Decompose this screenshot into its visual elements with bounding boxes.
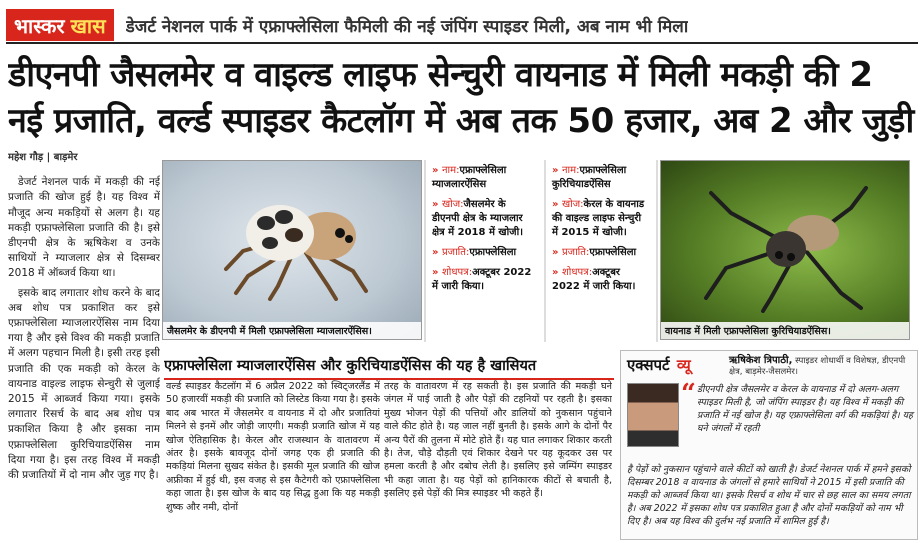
jumping-spider-illustration — [701, 173, 871, 313]
byline: महेश गौड़ | बाड़मेर — [8, 152, 78, 163]
info1-discovery-row — [432, 198, 534, 240]
bullet-icon: » — [432, 267, 442, 278]
headline-line-2: नई प्रजाति, वर्ल्ड स्पाइडर कैटलॉग में अब तक 50 हजार, अब 2 और जुड़ी — [8, 101, 914, 141]
photo1-caption: जैसलमेर के डीएनपी में मिली एफ्राफ्लेसिला म्याजलारऐंसिस। — [163, 322, 421, 339]
info-value: अक्टूबर 2022 में जारी किया। — [552, 267, 636, 292]
bullet-icon: » — [432, 165, 442, 176]
headline-line-1: डीएनपी जैसलमेर व वाइल्ड लाइफ सेन्चुरी वायनाड में मिली मकड़ी की 2 — [8, 55, 873, 95]
info-key: खोज: — [561, 199, 584, 210]
expert-view-title — [627, 355, 691, 375]
info2-genus-row — [552, 246, 650, 260]
info-key: प्रजाति: — [561, 247, 590, 258]
info-value: एफ्राफ्लेसिला — [469, 247, 517, 258]
bullet-icon: » — [552, 199, 562, 210]
info-key: शोधपत्र: — [441, 267, 473, 278]
info-value: केरल के वायनाड की वाइल्ड लाइफ सेन्चुरी में 2015 में खोजी। — [552, 199, 645, 238]
expert-view-box — [620, 350, 918, 540]
spider-photo-wayanad — [660, 160, 910, 340]
bullet-icon: » — [552, 267, 562, 278]
quote-icon: “ — [681, 379, 696, 409]
bullet-icon: » — [552, 247, 562, 258]
info2-name-row — [552, 164, 650, 192]
info2-discovery-row — [552, 198, 650, 240]
bullet-icon: » — [552, 165, 562, 176]
section-column-2: तरह के वातावरण में रह सकती है। इस प्रजाति की मकड़ी घने जंगल में पाई जाती है और पेड़ों की टहनियों पर रहती है। इसका मुख्य भोजन पेड़ों की पत्तियों और डालियों को नुकसान पहुंचाने वाले कीट होते है। यह जाल नहीं बुनती है। इसके आगे के दोनों पैर अन्य पैरों की तुलना में मोटे होते हैं। यह घात लगाकर शिकार करती है। तेज, चौड़े दौड़ती एवं शिकार देखने पर यह कूदकर उस पर हमला करती है और दबोच लेती है। इसलिए इसे जम्पिंग स्पाइडर भी कहा जाता है। यह पेड़ों को हानिकारक कीटों से बचाती है, इसलिए इसे पेड़ों की मित्र स्पाइडर भी कहते हैं। — [384, 381, 612, 500]
info-value: एफ्राफ्लेसिला — [589, 247, 637, 258]
kicker-text: डेजर्ट नेशनल पार्क में एफ्राफ्लेसिला फैमिली की नई जंपिंग स्पाइडर मिली, अब नाम भी मिला — [125, 16, 689, 37]
photo2-caption: वायनाड में मिली एफ्राफ्लेसिला कुरिचियाडऐंसिस। — [661, 322, 909, 339]
info-key: प्रजाति: — [441, 247, 470, 258]
left-paragraph-1: डेजर्ट नेशनल पार्क में मकड़ी की नई प्रजाति की खोज हुई है। यह विश्व में मौजूद अन्य मकड़ियों से अलग है। यह मकड़ी एफ्राफ्लेसिला प्रजाति की है। इसे डीएनपी क्षेत्र के ऋषिकेश व उनके साथियों ने म्याजलार क्षेत्र से दिसम्बर 2018 में ऑब्जर्व किया था। — [8, 176, 160, 280]
section-column-1: वर्ल्ड स्पाइडर कैटलॉग में 6 अप्रैल 2022 को स्विट्जरलैंड में 50 हजारवीं मकड़ी की प्रजाति को लिस्टेड किया गया है। इसके बाद अब भारत में जैसलमेर व वायनाड में दो और प्रजातियां मिलने से इनमें और जोड़ी जाएगी। मकड़ी प्रजाति खोज में यह खोज ऐतिहासिक है। केरल और राजस्थान के वातावरण में अंतर है। इसके बावजूद दोनों जगह एक ही प्रजाति की मकड़ियां मिलना सुखद संकेत है। इसकी मूल प्रजाति की खोज अफ्रीका में हुई थी, इस वजह से इस कैटेगरी को एफ्राफ्लेसिला कहा जाता है। इस खोज के बाद यह सिद्ध हुआ कि यह मकड़ी शुष्क और नमी, दोनों — [166, 381, 380, 513]
avatar — [627, 383, 679, 447]
info1-name-row — [432, 164, 534, 192]
left-column — [8, 150, 160, 540]
info-value: एफ्राफ्लेसिला कुरिचियाडऐंसिस — [552, 165, 627, 190]
expert-quote-part-1: डीएनपी क्षेत्र जैसलमेर व केरल के वायनाड में दो अलग-अलग स्पाइडर मिली है, जो जंपिंग स्पाइडर है। यह विश्व में मकड़ी की प्रजाति में नई खोज है। यह एफ्राफ्लेसिला वर्ग की मकड़ियां है। यह घने जंगलों में रहती — [697, 384, 913, 434]
info-key: नाम: — [441, 165, 460, 176]
expert-quote-part-2: है पेड़ों को नुकसान पहुंचाने वाले कीटों को खाती है। डेजर्ट नेशनल पार्क में हमने इसको दिसम्बर 2018 व वायनाड के जंगलों से हमारे साथियों ने 2015 में इसी प्रजाति की मकड़ी को आब्जर्व किया था। इसके रिसर्च व शोध में चार से छह साल का समय लगता है। अब 2022 में इसका शोध पत्र प्रकाशित हुआ है और दोनों मकड़ियों को नाम भी दिए है। अब यह विश्व की दुर्लभ नई प्रजाति में शामिल हुई है। — [627, 464, 911, 527]
brand-name: भास्कर — [14, 13, 65, 38]
info1-paper-row — [432, 266, 534, 294]
info-value: एफ्राफ्लेसिला म्याजलारऐंसिस — [432, 165, 507, 190]
info-key: नाम: — [561, 165, 580, 176]
kicker-strip — [6, 8, 918, 44]
jumping-spider-illustration — [218, 181, 368, 301]
spider-photo-jaisalmer — [162, 160, 422, 340]
brand-tag: खास — [70, 13, 106, 38]
species-info-box-2 — [544, 160, 658, 342]
info1-genus-row — [432, 246, 534, 260]
brand-logo — [6, 9, 114, 41]
expert-credit — [729, 355, 915, 378]
info-value: जैसलमेर के डीएनपी क्षेत्र के म्याजलार क्षेत्र में 2018 में खोजी। — [432, 199, 523, 238]
expert-title-main: एक्सपर्ट — [627, 356, 670, 374]
info2-paper-row — [552, 266, 650, 294]
expert-title-accent: व्यू — [676, 356, 691, 374]
expert-name: ऋषिकेश त्रिपाठी, — [729, 355, 793, 366]
info-key: शोधपत्र: — [561, 267, 593, 278]
info-value: अक्टूबर 2022 में जारी किया। — [432, 267, 532, 292]
bullet-icon: » — [432, 247, 442, 258]
info-key: खोज: — [441, 199, 464, 210]
expert-role: स्पाइडर शोधार्थी व विशेषज्ञ, डीएनपी क्षेत्र, बाड़मेर-जैसलमेर। — [729, 356, 906, 377]
species-info-box-1 — [424, 160, 540, 342]
headline — [8, 52, 916, 144]
left-paragraph-2: इसके बाद लगातार शोध करने के बाद अब शोध पत्र प्रकाशित कर इसे एफ्राफ्लेसिला म्याजलारऐंसिस नाम दिया गया है और इसे विश्व की मकड़ी प्रजाति में अलग पहचान मिली है। इसी तरह इसी प्रजाति की एक मकड़ी को केरल के वायनाड वाइल्ड लाइफ सेन्चुरी से जुलाई 2015 में आब्जर्व किया गया। इसके लगातार रिसर्च के बाद अब शोध पत्र प्रकाशित किया है और इसका नाम एफ्राफ्लेसिला कुरिचियाडऐंसिस नाम दिया गया है। इस तरह विश्व में मकड़ी की प्रजातियों में दो नाम और जुड़ गए है। — [8, 286, 160, 482]
section-title: एफ्राफ्लेसिला म्याजलारऐंसिस और कुरिचियाडऐंसिस की यह है खासियत — [164, 355, 614, 380]
bullet-icon: » — [432, 199, 442, 210]
